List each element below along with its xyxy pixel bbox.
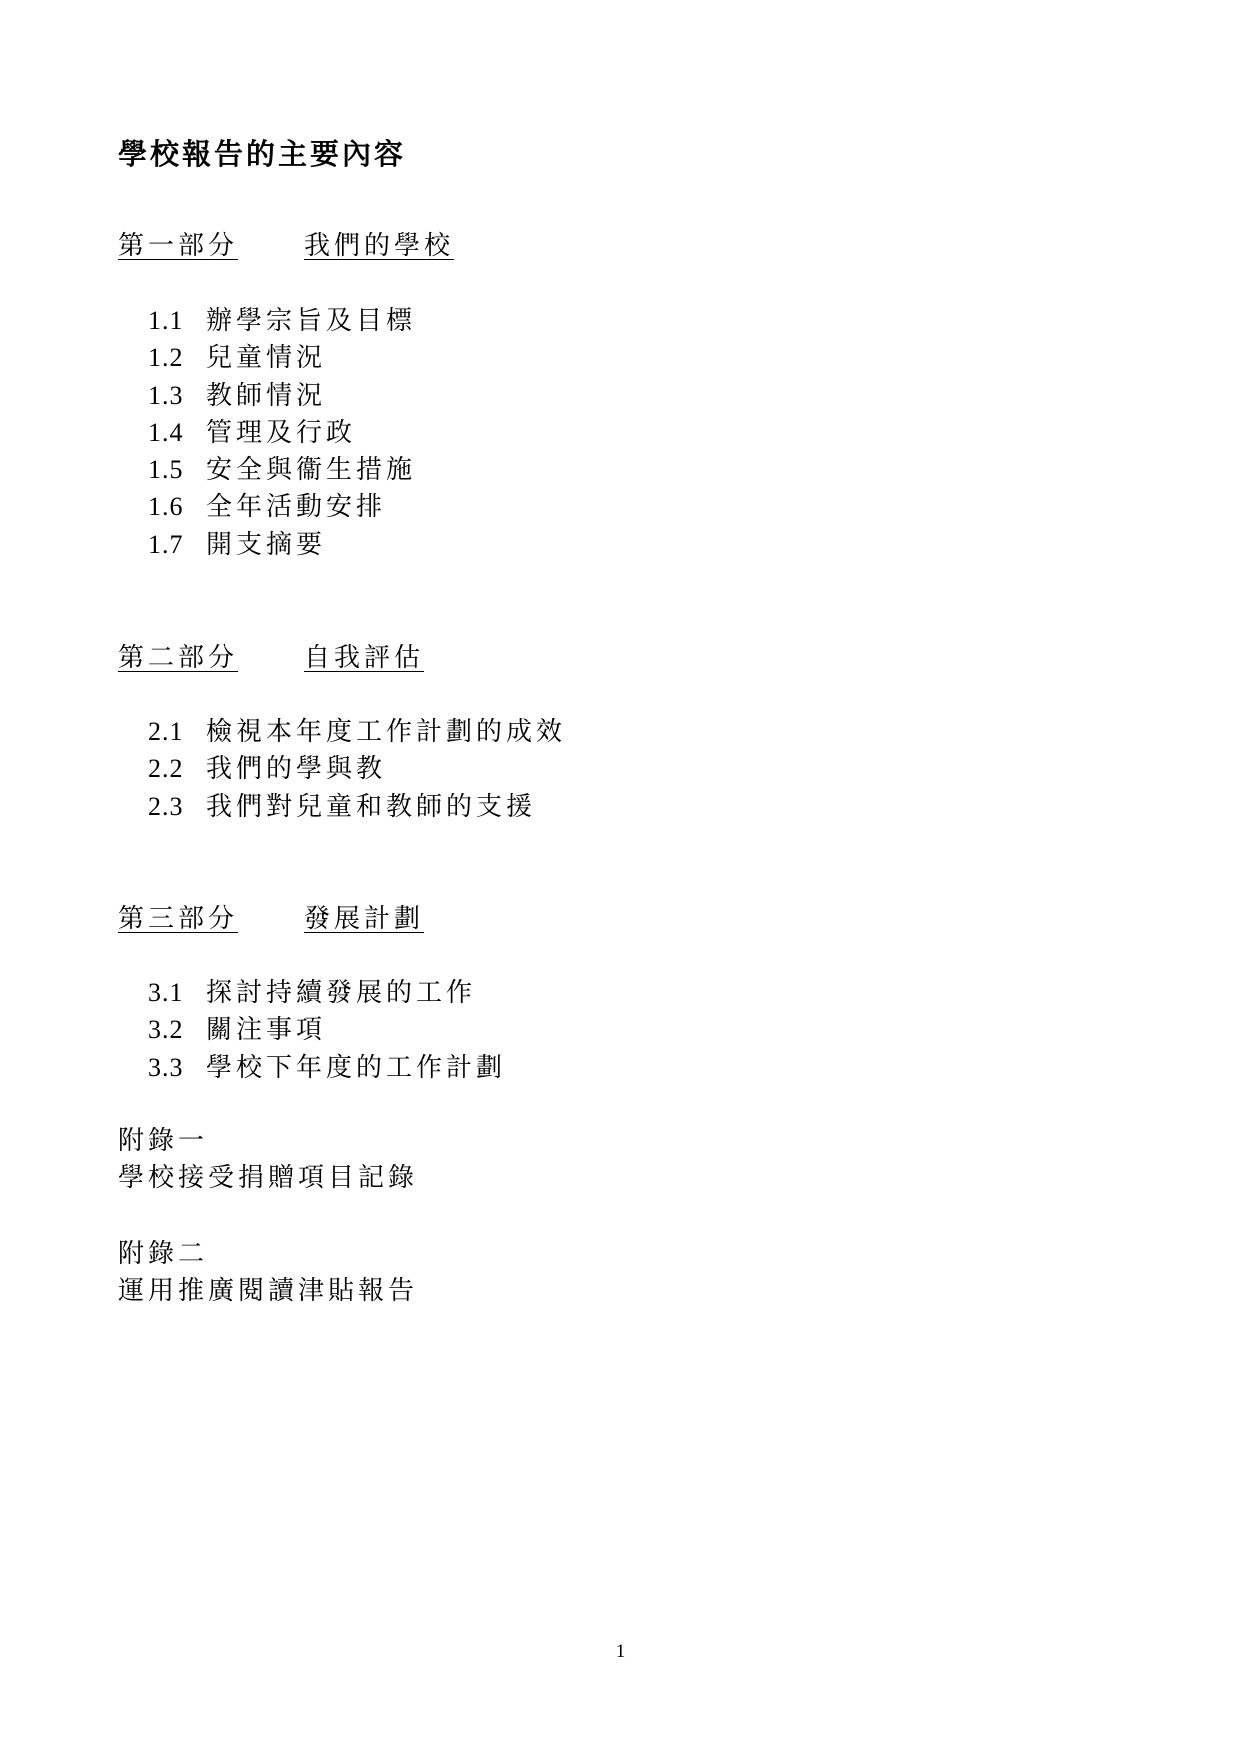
item-number: 1.5 (148, 455, 184, 485)
appendix-title: 運用推廣閱讀津貼報告 (118, 1276, 419, 1306)
section-heading-3 (118, 901, 424, 937)
list-item (148, 526, 416, 563)
section-name: 自我評估 (304, 643, 425, 673)
item-number: 1.6 (148, 492, 184, 522)
appendix-label: 附錄一 (118, 1126, 209, 1156)
item-number: 1.4 (148, 417, 184, 447)
section-2-item-list (148, 713, 566, 825)
item-number: 1.2 (148, 343, 184, 373)
appendix-label: 附錄二 (118, 1239, 209, 1269)
list-item (148, 974, 506, 1011)
item-text: 安全與衞生措施 (206, 455, 417, 486)
item-number: 2.3 (148, 791, 184, 821)
list-item (148, 302, 416, 339)
item-text: 管理及行政 (206, 417, 357, 448)
item-text: 兒童情況 (206, 343, 327, 374)
item-number: 3.2 (148, 1015, 184, 1045)
list-item (148, 377, 416, 414)
section-name: 發展計劃 (304, 904, 425, 934)
list-item (148, 488, 416, 525)
list-item (148, 788, 566, 825)
appendix-1 (118, 1123, 418, 1197)
item-number: 3.1 (148, 978, 184, 1007)
item-text: 全年活動安排 (206, 492, 387, 523)
section-1-item-list (148, 302, 416, 563)
list-item (148, 414, 416, 451)
page-title: 學校報告的主要內容 (118, 137, 407, 171)
item-text: 教師情況 (206, 380, 327, 411)
section-heading-1 (118, 228, 454, 264)
item-text: 關注事項 (206, 1015, 327, 1046)
section-label: 第二部分 (118, 643, 239, 673)
item-text: 我們的學與教 (206, 754, 387, 785)
section-label: 第三部分 (118, 904, 239, 934)
list-item (148, 339, 416, 376)
appendix-2 (118, 1236, 418, 1310)
section-label: 第一部分 (118, 231, 239, 261)
list-item (148, 713, 566, 750)
item-number: 3.3 (148, 1052, 184, 1082)
item-text: 開支摘要 (206, 529, 327, 560)
item-number: 1.1 (148, 306, 184, 335)
item-number: 2.2 (148, 754, 184, 784)
item-text: 探討持續發展的工作 (206, 978, 477, 1008)
item-text: 我們對兒童和教師的支援 (206, 791, 537, 822)
list-item (148, 451, 416, 488)
section-heading-2 (118, 640, 424, 676)
item-number: 1.7 (148, 529, 184, 559)
item-text: 學校下年度的工作計劃 (206, 1052, 507, 1083)
item-number: 2.1 (148, 717, 184, 746)
item-text: 辦學宗旨及目標 (206, 306, 417, 336)
section-3-item-list (148, 974, 506, 1086)
list-item (148, 1049, 506, 1086)
page-number: 1 (615, 1641, 626, 1662)
section-name: 我們的學校 (304, 231, 455, 261)
list-item (148, 1011, 506, 1048)
item-text: 檢視本年度工作計劃的成效 (206, 717, 567, 747)
appendix-title: 學校接受捐贈項目記錄 (118, 1163, 419, 1193)
list-item (148, 750, 566, 787)
item-number: 1.3 (148, 380, 184, 410)
